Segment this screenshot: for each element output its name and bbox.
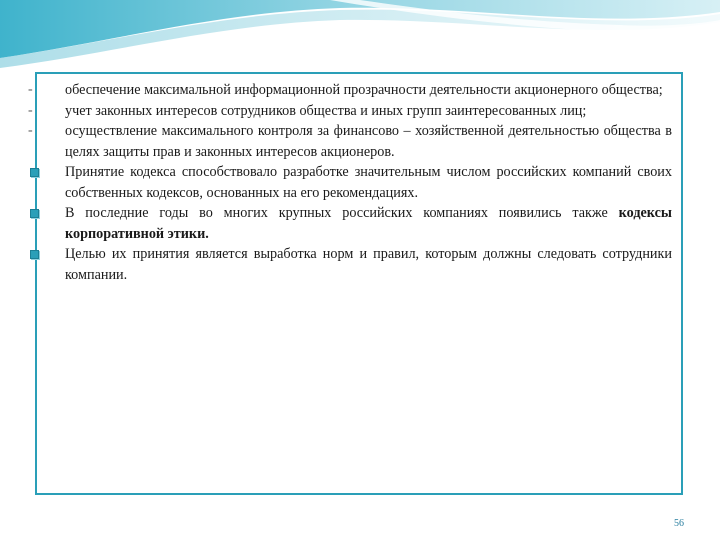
page-number: 56 xyxy=(674,518,684,529)
dash-marker: - xyxy=(28,123,33,138)
dash-marker: - xyxy=(28,82,33,97)
list-item-bold-text: кодексы корпоративной этики. xyxy=(65,205,672,242)
list-item-text: осуществление максимального контроля за финансово – хозяйственной деятельностью общества в целях защиты прав и законных интересов акционеров. xyxy=(65,123,672,160)
list-item-text: В последние годы во многих крупных российских компаниях появились также xyxy=(65,205,608,221)
list-item-text: обеспечение максимальной информационной прозрачности деятельности акционерного общества; xyxy=(65,82,663,98)
header-wave-decoration xyxy=(0,0,720,75)
square-bullet-icon xyxy=(30,209,39,218)
list-item xyxy=(28,162,672,203)
list-item-text: учет законных интересов сотрудников общества и иных групп заинтересованных лиц; xyxy=(65,102,587,119)
list-item xyxy=(28,80,672,101)
bullet-list xyxy=(28,80,672,285)
list-item xyxy=(28,101,672,122)
list-item xyxy=(28,244,672,285)
dash-marker: - xyxy=(28,102,33,118)
list-item xyxy=(28,203,672,244)
list-item-text: Целью их принятия является выработка норм и правил, которым должны следовать сотрудники компании. xyxy=(65,246,672,283)
list-item xyxy=(28,121,672,162)
square-bullet-icon xyxy=(30,250,39,259)
list-item-text: Принятие кодекса способствовало разработке значительным числом российских компаний своих собственных кодексов, основанных на его рекомендациях. xyxy=(65,164,672,201)
square-bullet-icon xyxy=(30,168,39,177)
